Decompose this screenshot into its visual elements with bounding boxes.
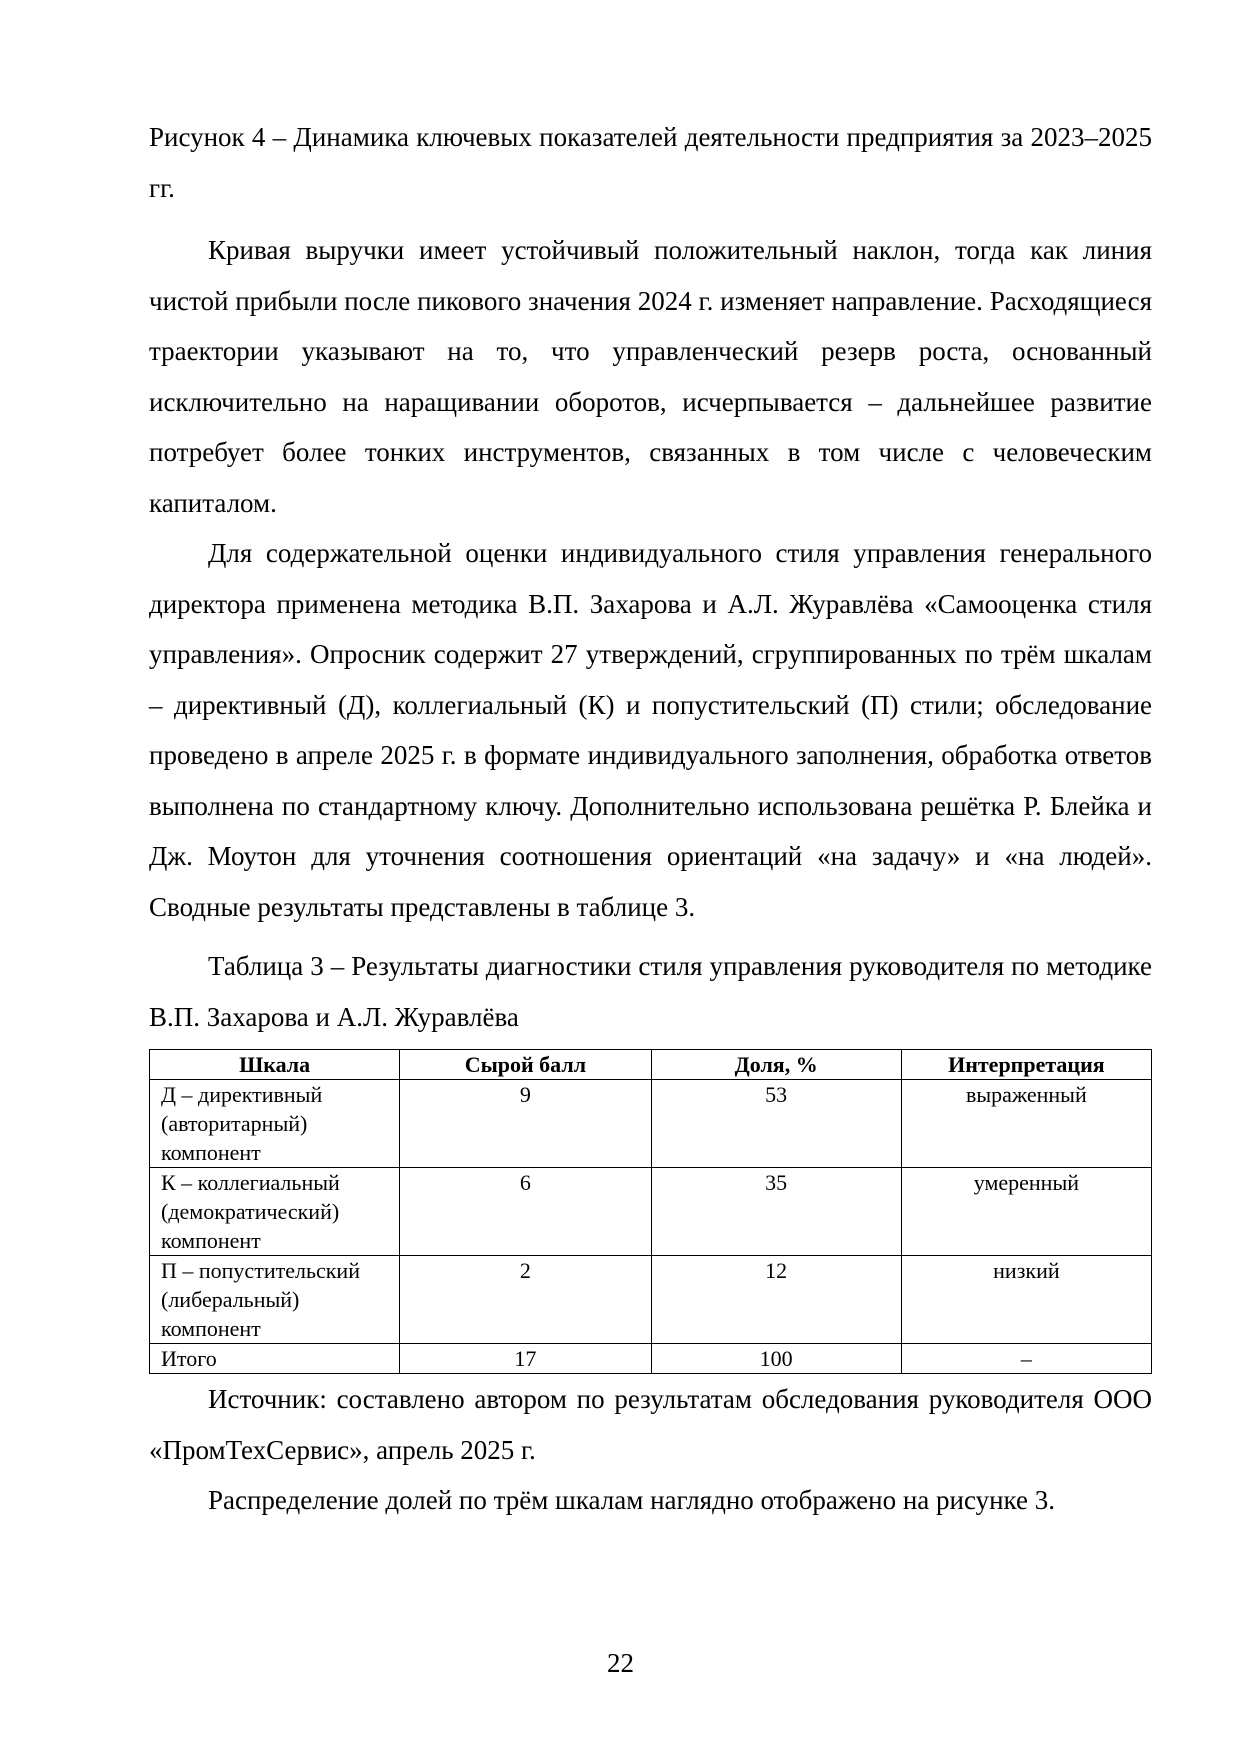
cell-scale: Д – директивный (авторитарный) компонент	[150, 1080, 400, 1168]
cell-scale: П – попустительский (либеральный) компонент	[150, 1256, 400, 1344]
cell-raw-score: 6	[400, 1168, 651, 1256]
closing-paragraph: Распределение долей по трём шкалам наглядно отображено на рисунке 3.	[208, 1485, 1055, 1515]
table-total-row	[150, 1344, 1152, 1374]
page-number: 22	[607, 1648, 634, 1678]
source-note: Источник: составлено автором по результатам обследования руководителя ООО «ПромТехСервис», апрель 2025 г.	[149, 1384, 1152, 1465]
cell-total-label: Итого	[150, 1344, 400, 1374]
results-table	[149, 1049, 1152, 1374]
cell-raw-score: 9	[400, 1080, 651, 1168]
table-row	[150, 1168, 1152, 1256]
cell-scale: К – коллегиальный (демократический) компонент	[150, 1168, 400, 1256]
cell-total-interpretation: –	[901, 1344, 1151, 1374]
header-interpretation: Интерпретация	[901, 1050, 1151, 1080]
cell-total-raw-score: 17	[400, 1344, 651, 1374]
cell-total-share: 100	[651, 1344, 901, 1374]
cell-share: 12	[651, 1256, 901, 1344]
body-paragraph-method: Для содержательной оценки индивидуального стиля управления генерального директора применена методика В.П. Захарова и А.Л. Журавлёва «Самооценка стиля управления». Опросник содержит 27 утверждений, сгруппированных по трём шкалам – директивный (Д), коллегиальный (К) и попустительский (П) стили; обследование проведено в апреле 2025 г. в формате индивидуального заполнения, обработка ответов выполнена по стандартному ключу. Дополнительно использована решётка Р. Блейка и Дж. Моутон для уточнения соотношения ориентаций «на задачу» и «на людей». Сводные результаты представлены в таблице 3.	[149, 538, 1152, 922]
table-header-row	[150, 1050, 1152, 1080]
header-raw-score: Сырой балл	[400, 1050, 651, 1080]
header-scale: Шкала	[150, 1050, 400, 1080]
table-caption: Таблица 3 – Результаты диагностики стиля управления руководителя по методике В.П. Захарова и А.Л. Журавлёва	[149, 951, 1152, 1032]
cell-interpretation: низкий	[901, 1256, 1151, 1344]
cell-interpretation: умеренный	[901, 1168, 1151, 1256]
figure-caption: Рисунок 4 – Динамика ключевых показателей деятельности предприятия за 2023–2025 гг.	[149, 122, 1152, 203]
document-page	[149, 112, 1152, 1526]
header-share: Доля, %	[651, 1050, 901, 1080]
cell-interpretation: выраженный	[901, 1080, 1151, 1168]
body-paragraph-revenue: Кривая выручки имеет устойчивый положительный наклон, тогда как линия чистой прибыли после пикового значения 2024 г. изменяет направление. Расходящиеся траектории указывают на то, что управленческий резерв роста, основанный исключительно на наращивании оборотов, исчерпывается – дальнейшее развитие потребует более тонких инструментов, связанных в том числе с человеческим капиталом.	[149, 235, 1152, 518]
table-row	[150, 1080, 1152, 1168]
cell-raw-score: 2	[400, 1256, 651, 1344]
cell-share: 53	[651, 1080, 901, 1168]
cell-share: 35	[651, 1168, 901, 1256]
table-row	[150, 1256, 1152, 1344]
